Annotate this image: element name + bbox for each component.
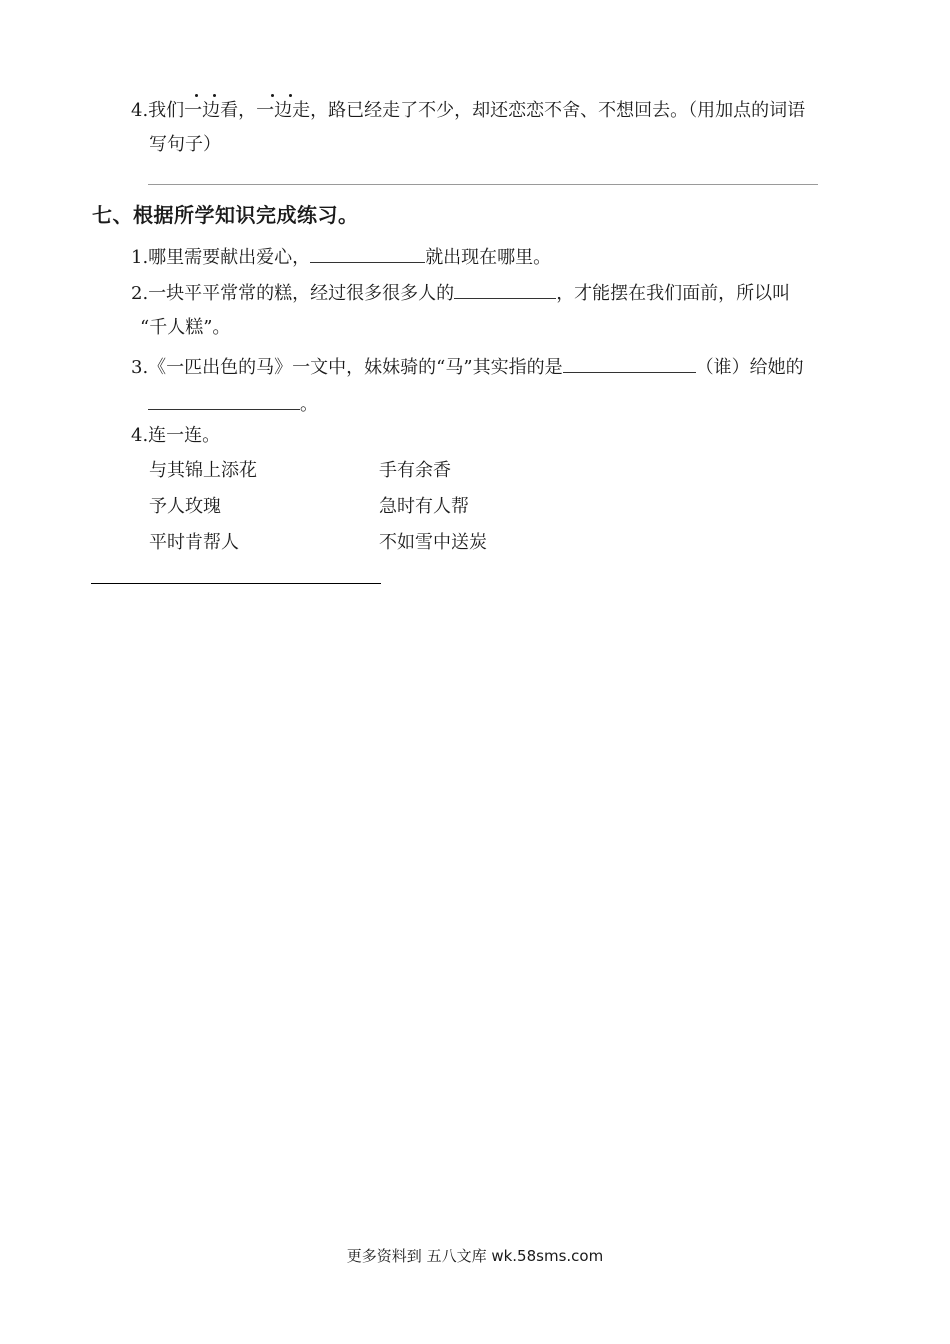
match-left-item[interactable]: 予人玫瑰 <box>149 496 221 517</box>
item-3-blank-1[interactable] <box>563 352 696 373</box>
footnote-separator <box>91 583 381 584</box>
item-1-blank[interactable] <box>310 242 425 263</box>
emphasis-dot <box>213 94 216 97</box>
emphasis-dot <box>195 94 198 97</box>
item-3-blank-2[interactable] <box>148 389 300 410</box>
item-2-text-before: 2.一块平平常常的糕，经过很多很多人的 <box>131 283 455 304</box>
section-7-item-3 <box>131 352 804 380</box>
item-1-text-after: 就出现在哪里。 <box>425 247 552 268</box>
item-3-text-before: 3.《一匹出色的马》一文中，妹妹骑的“马”其实指的是 <box>131 357 563 378</box>
section-7-item-1 <box>131 242 551 270</box>
item-4-label: 4.连一连。 <box>131 425 221 446</box>
emphasis-dot <box>271 94 274 97</box>
item-1-text-before: 1.哪里需要献出爱心， <box>131 247 311 268</box>
match-right-item[interactable]: 手有余香 <box>379 460 451 481</box>
item-2-text-after: ，才能摆在我们面前，所以叫 <box>556 283 791 304</box>
item-3-line2-end: 。 <box>300 394 318 415</box>
match-left-item[interactable]: 与其锦上添花 <box>149 460 257 481</box>
match-right-item[interactable]: 不如雪中送炭 <box>379 532 487 553</box>
match-right-item[interactable]: 急时有人帮 <box>379 496 469 517</box>
item-2-blank[interactable] <box>454 278 556 299</box>
question-6-item-4-line1: 4.我们一边看，一边走，路已经走了不少，却还恋恋不舍、不想回去。（用加点的词语 <box>131 100 806 121</box>
item-2-line2: “千人糕”。 <box>140 317 231 338</box>
item-3-line2 <box>148 389 318 417</box>
section-7-item-2 <box>131 278 790 306</box>
answer-line[interactable] <box>148 184 818 185</box>
footer-text: 更多资料到 五八文库 wk.58sms.com <box>346 1247 604 1265</box>
item-3-text-after: （谁）给她的 <box>695 357 804 378</box>
match-left-item[interactable]: 平时肯帮人 <box>149 532 239 553</box>
question-6-item-4-line2: 写句子） <box>149 134 221 155</box>
section-7-heading: 七、根据所学知识完成练习。 <box>92 203 359 227</box>
emphasis-dot <box>289 94 292 97</box>
